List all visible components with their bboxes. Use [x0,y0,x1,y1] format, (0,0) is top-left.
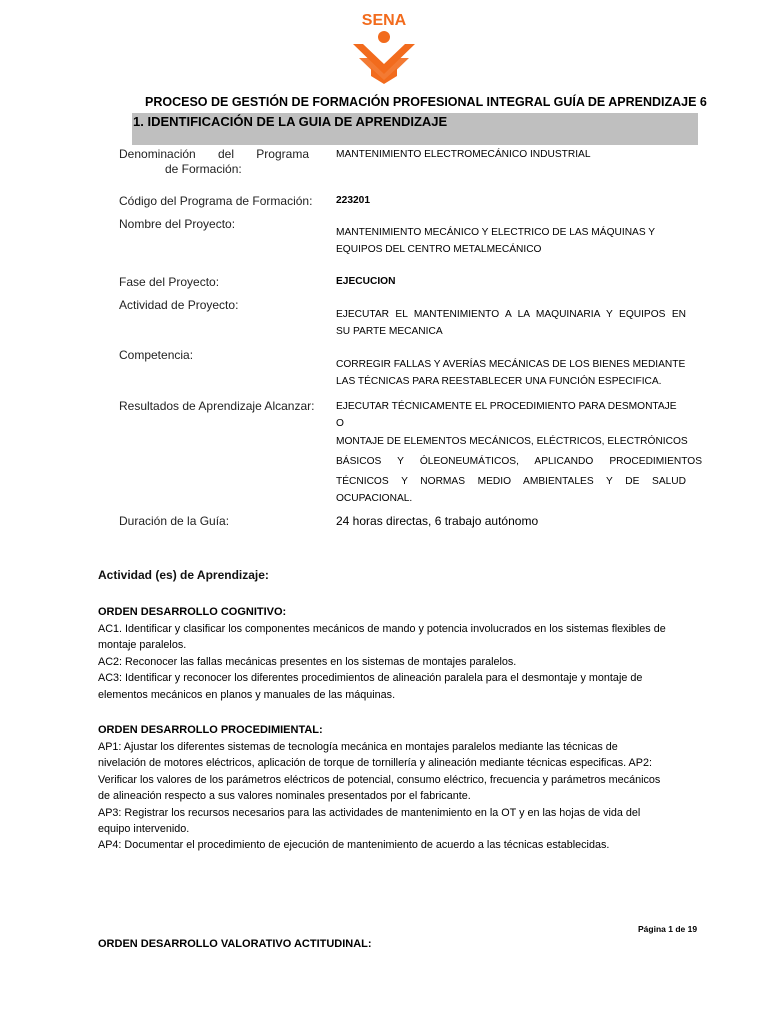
cognitivo-paragraph [98,621,703,703]
procedimental-paragraph [98,739,703,854]
resultados-label: Resultados de Aprendizaje Alcanzar: [119,399,315,413]
duracion-label: Duración de la Guía: [119,514,230,528]
process-title: PROCESO DE GESTIÓN DE FORMACIÓN PROFESIONAL INTEGRAL GUÍA DE APRENDIZAJE 6 [145,95,707,109]
cognitivo-line: AC3: Identificar y reconocer los diferentes procedimientos de alineación paralela para el desmontaje y montaje de [98,672,643,685]
sena-logo [345,10,423,84]
sena-logo-icon [345,10,423,84]
procedimental-line: AP4: Documentar el procedimiento de ejecución de mantenimiento de acuerdo a las técnicas establecidas. [98,839,610,852]
proyecto-value-line1: MANTENIMIENTO MECÁNICO Y ELECTRICO DE LAS MÁQUINAS Y [336,227,656,238]
proyecto-value-line2: EQUIPOS DEL CENTRO METALMECÁNICO [336,244,542,255]
procedimental-line: Verificar los valores de los parámetros eléctricos de potencial, consumo eléctrico, frecuencia y parámetros mecánicos [98,773,661,786]
sena-logo-text: SENA [361,12,407,29]
codigo-label: Código del Programa de Formación: [119,194,313,208]
activities-heading: Actividad (es) de Aprendizaje: [98,568,269,582]
fase-label: Fase del Proyecto: [119,275,220,289]
competencia-value [336,356,702,390]
programa-value: MANTENIMIENTO ELECTROMECÁNICO INDUSTRIAL [336,149,591,160]
cognitivo-line: AC1. Identificar y clasificar los componentes mecánicos de mando y potencia involucrados en los sistemas flexibles de [98,623,666,635]
codigo-value: 223201 [336,195,370,206]
actividad-value [336,306,686,340]
cognitivo-line: montaje paralelos. [98,639,187,652]
resultados-value-line5: TÉCNICOS Y NORMAS MEDIO AMBIENTALES Y DE SALUD [336,476,686,487]
resultados-value-line2: O [336,418,344,429]
valorativo-heading: ORDEN DESARROLLO VALORATIVO ACTITUDINAL: [98,938,372,950]
cognitivo-line: AC2: Reconocer las fallas mecánicas presentes en los sistemas de montajes paralelos. [98,655,517,668]
procedimental-line: nivelación de motores eléctricos, aplicación de torque de tornillería y alineación mediante técnicas especificas. AP2: [98,757,652,770]
proyecto-value [336,224,702,258]
resultados-value-line6: OCUPACIONAL. [336,493,413,504]
duracion-value: 24 horas directas, 6 trabajo autónomo [336,514,539,528]
competencia-label: Competencia: [119,348,194,362]
page-number: Página 1 de 19 [638,924,698,934]
programa-label-line2: de Formación: [165,162,242,176]
procedimental-line: AP1: Ajustar los diferentes sistemas de tecnología mecánica en montajes paralelos mediante las técnicas de [98,741,618,753]
resultados-value [336,398,702,507]
programa-label-line1: Denominación del Programa [119,147,309,161]
resultados-value-line3: MONTAJE DE ELEMENTOS MECÁNICOS, ELÉCTRICOS, ELECTRÓNICOS [336,436,688,447]
actividad-label: Actividad de Proyecto: [119,298,239,312]
section-title: 1. IDENTIFICACIÓN DE LA GUIA DE APRENDIZAJE [133,114,448,129]
actividad-value-line1: EJECUTAR EL MANTENIMIENTO A LA MAQUINARIA Y EQUIPOS EN [336,309,686,320]
cognitivo-heading: ORDEN DESARROLLO COGNITIVO: [98,606,287,618]
procedimental-line: AP3: Registrar los recursos necesarios para las actividades de mantenimiento en la OT y en las hojas de vida del [98,806,641,819]
procedimental-line: de alineación respecto a sus valores nominales presentados por el fabricante. [98,790,471,803]
procedimental-line: equipo intervenido. [98,823,190,836]
fase-value: EJECUCION [336,276,396,287]
resultados-value-line4: BÁSICOS Y ÓLEONEUMÁTICOS, APLICANDO PROCEDIMIENTOS [336,456,702,467]
resultados-value-line1: EJECUTAR TÉCNICAMENTE EL PROCEDIMIENTO PARA DESMONTAJE [336,401,677,412]
cognitivo-line: elementos mecánicos en planos y manuales de las máquinas. [98,688,396,701]
competencia-value-line1: CORREGIR FALLAS Y AVERÍAS MECÁNICAS DE LOS BIENES MEDIANTE [336,359,686,370]
actividad-value-line2: SU PARTE MECANICA [336,326,443,337]
proyecto-label: Nombre del Proyecto: [119,217,236,231]
programa-label [119,147,329,177]
competencia-value-line2: LAS TÉCNICAS PARA REESTABLECER UNA FUNCIÓN ESPECIFICA. [336,376,662,387]
procedimental-heading: ORDEN DESARROLLO PROCEDIMIENTAL: [98,724,323,736]
